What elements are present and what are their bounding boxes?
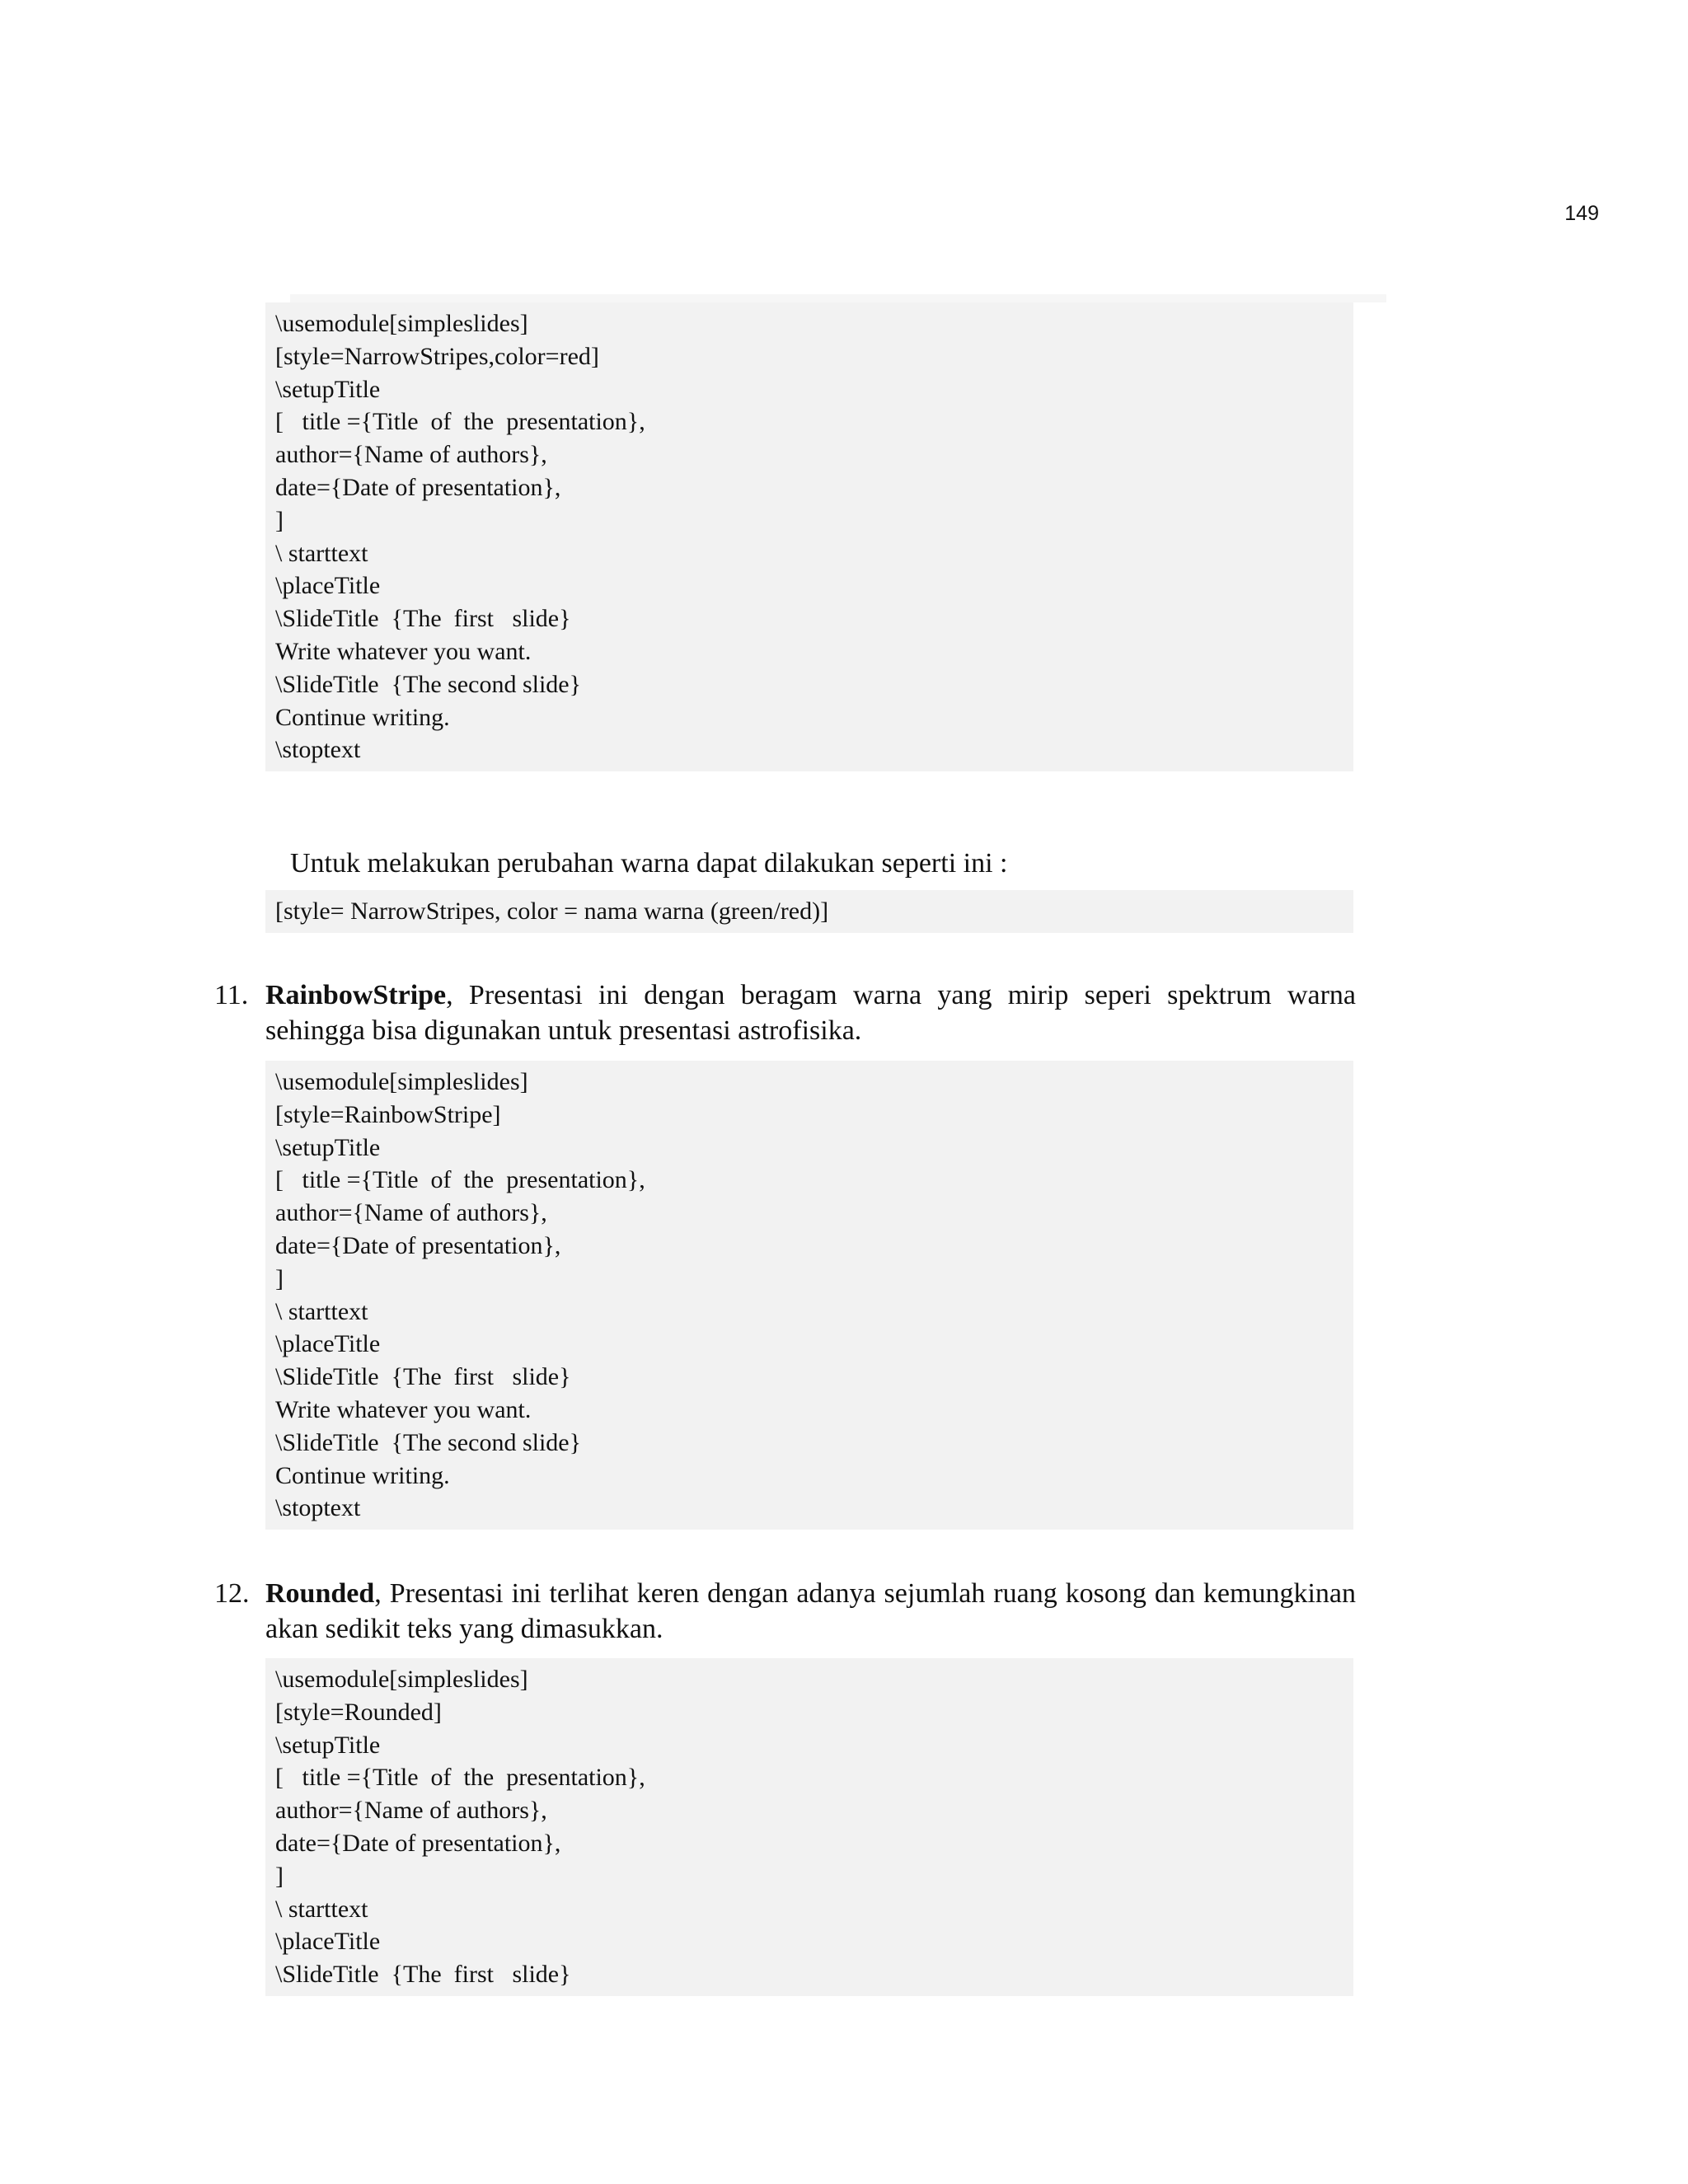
list-item-description: , Presentasi ini terlihat keren dengan adanya sejumlah ruang kosong dan kemungkinan akan sedikit teks yang dimasukkan. [265,1578,1356,1644]
code-line: [style=RainbowStripe] [275,1100,501,1128]
list-item-number: 11. [214,980,249,1010]
code-line: date={Date of presentation}, [275,1829,561,1857]
code-line: author={Name of authors}, [275,441,547,469]
code-line: \stoptext [275,736,361,764]
code-line: [style=Rounded] [275,1698,442,1726]
code-line: author={Name of authors}, [275,1199,547,1227]
code-line: ] [275,506,284,534]
list-item-term: Rounded [265,1578,375,1609]
code-line: \ starttext [275,1297,368,1325]
code-line: \ starttext [275,539,368,567]
code-line: \SlideTitle {The second slide} [275,1428,582,1456]
code-line: [ title ={Title of the presentation}, [275,1764,645,1792]
code-line: \SlideTitle {The first slide} [275,1961,571,1989]
code-line: Continue writing. [275,703,450,731]
page-number: 149 [1564,202,1599,225]
code-line: Write whatever you want. [275,637,532,665]
code-line: [style= NarrowStripes, color = nama warna (green/red)] [275,898,829,925]
code-line: \ starttext [275,1895,368,1923]
list-item-description: , Presentasi ini dengan beragam warna yang mirip seperi spektrum warna sehingga bisa digunakan untuk presentasi astrofisika. [265,980,1356,1046]
code-line: \usemodule[simpleslides] [275,1068,528,1095]
code-line: \stoptext [275,1494,361,1522]
list-item-term: RainbowStripe [265,980,447,1010]
code-line: [style=NarrowStripes,color=red] [275,342,599,370]
list-item-number: 12. [214,1578,250,1609]
code-line: \placeTitle [275,1928,381,1956]
code-line: date={Date of presentation}, [275,1231,561,1259]
code-line: \setupTitle [275,1731,381,1759]
code-line: \placeTitle [275,572,381,600]
code-line: [ title ={Title of the presentation}, [275,1166,645,1194]
code-line: date={Date of presentation}, [275,473,561,501]
code-block-rainbowstripe [265,1061,1353,1530]
code-line: \SlideTitle {The first slide} [275,605,571,633]
code-line: \placeTitle [275,1330,381,1358]
code-line: \SlideTitle {The second slide} [275,670,582,698]
code-line: Write whatever you want. [275,1395,532,1423]
code-line: \setupTitle [275,1133,381,1161]
code-line: \SlideTitle {The first slide} [275,1363,571,1391]
code-line: ] [275,1862,284,1890]
list-item-rainbowstripe [214,977,1356,1048]
code-block-rounded [265,1658,1353,1996]
list-item-rounded [214,1576,1356,1647]
code-line: \setupTitle [275,375,381,403]
code-block-color-option [265,890,1353,933]
code-line: Continue writing. [275,1461,450,1489]
code-block-top-strip [290,294,1386,302]
code-block-narrowstripes [265,302,1353,771]
code-line: \usemodule[simpleslides] [275,310,528,337]
code-line: ] [275,1264,284,1292]
code-line: \usemodule[simpleslides] [275,1666,528,1693]
code-line: author={Name of authors}, [275,1797,547,1825]
paragraph-color-change: Untuk melakukan perubahan warna dapat dilakukan seperti ini : [290,848,1008,879]
code-line: [ title ={Title of the presentation}, [275,408,645,436]
